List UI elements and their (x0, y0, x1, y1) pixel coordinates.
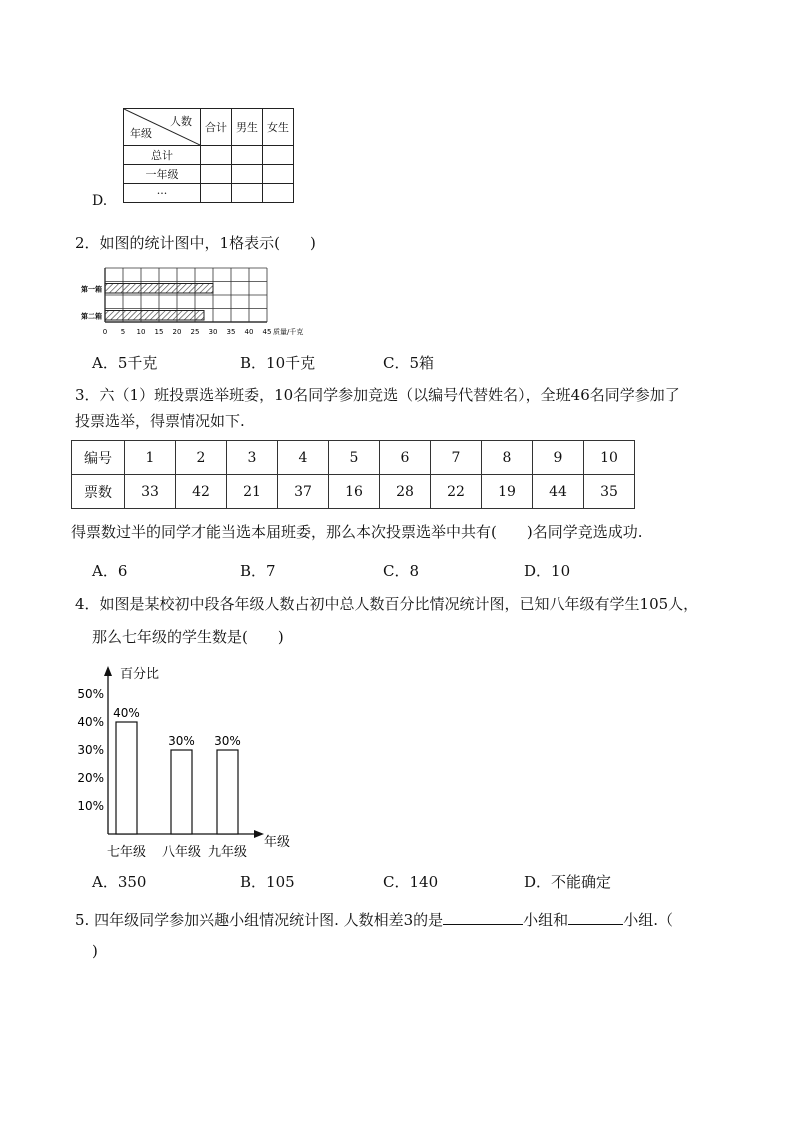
x-tick-label: 0 (102, 328, 108, 336)
header-girls: 女生 (263, 109, 294, 146)
q5-paren-close: ) (92, 942, 98, 960)
table-row (72, 475, 635, 509)
q2-option-a[interactable]: A．5千克 (92, 354, 158, 372)
row-label: 总计 (124, 146, 201, 165)
id-cell: 1 (125, 441, 176, 475)
bar-2 (171, 750, 192, 834)
id-cell: 5 (329, 441, 380, 475)
q3-option-a[interactable]: A．6 (92, 562, 128, 580)
x-tick-label: 25 (190, 328, 200, 336)
x-tick-label: 15 (154, 328, 164, 336)
x-tick-label: 10 (136, 328, 146, 336)
row-label: ··· (124, 184, 201, 203)
q3-question-line1: 3．六（1）班投票选举班委，10名同学参加竞选（以编号代替姓名），全班46名同学参加了 (75, 386, 680, 404)
category-label: 九年级 (207, 845, 248, 860)
x-axis-label: 年级 (264, 835, 291, 850)
id-cell: 4 (278, 441, 329, 475)
category-label: 第二箱 (81, 312, 102, 321)
id-cell: 3 (227, 441, 278, 475)
votes-cell: 22 (431, 475, 482, 509)
x-tick-label: 30 (208, 328, 218, 336)
q2-question: 2．如图的统计图中，1格表示( ) (75, 234, 316, 252)
q3-condition: 得票数过半的同学才能当选本届班委，那么本次投票选举中共有( )名同学竞选成功. (71, 523, 643, 541)
vote-table (71, 440, 635, 509)
q5-blank-1[interactable] (443, 910, 523, 925)
votes-cell: 21 (227, 475, 278, 509)
q2-horizontal-bar-chart (70, 264, 340, 344)
data-label: 30% (168, 734, 195, 748)
data-label: 40% (113, 706, 140, 720)
bar-box-2 (105, 311, 204, 321)
q3-option-d[interactable]: D．10 (524, 562, 571, 580)
x-tick-label: 45 (262, 328, 272, 336)
data-label: 30% (214, 734, 241, 748)
header-boys: 男生 (232, 109, 263, 146)
x-axis-label: 质量/千克 (273, 328, 304, 336)
diagonal-header-cell (124, 109, 201, 146)
q5-blank-2[interactable] (568, 910, 623, 925)
votes-cell: 16 (329, 475, 380, 509)
x-axis-arrow (254, 830, 264, 838)
diag-bottom-label: 年级 (130, 127, 152, 140)
bar-box-1 (105, 284, 213, 294)
votes-cell: 42 (176, 475, 227, 509)
y-tick-label: 30% (77, 743, 104, 757)
bar-1 (116, 722, 137, 834)
q5-text-b: 小组和 (523, 911, 569, 929)
q4-question-line1: 4．如图是某校初中段各年级人数占初中总人数百分比情况统计图，已知八年级有学生105人， (75, 595, 699, 613)
category-label: 七年级 (106, 845, 147, 860)
q4-question-line2: 那么七年级的学生数是( ) (92, 628, 284, 646)
header-total: 合计 (201, 109, 232, 146)
y-axis-label: 百分比 (120, 667, 160, 682)
y-tick-label: 10% (77, 799, 104, 813)
table-row (124, 146, 294, 165)
id-cell: 9 (533, 441, 584, 475)
table-row (124, 165, 294, 184)
category-label: 八年级 (161, 845, 202, 860)
q4-option-c[interactable]: C．140 (383, 873, 439, 891)
q2-option-b[interactable]: B．10千克 (240, 354, 316, 372)
q5-question (75, 909, 673, 930)
row-label: 一年级 (124, 165, 201, 184)
x-tick-label: 35 (226, 328, 236, 336)
votes-cell: 35 (584, 475, 635, 509)
q5-text-c: 小组.（ (623, 911, 673, 929)
id-cell: 10 (584, 441, 635, 475)
votes-cell: 33 (125, 475, 176, 509)
x-tick-label: 20 (172, 328, 182, 336)
y-tick-label: 20% (77, 771, 104, 785)
table-row (124, 184, 294, 203)
y-tick-label: 50% (77, 687, 104, 701)
id-cell: 8 (482, 441, 533, 475)
q4-bar-chart (70, 660, 330, 865)
id-cell: 6 (380, 441, 431, 475)
table-row (72, 441, 635, 475)
option-d-label: D. (92, 193, 108, 209)
x-tick-label: 40 (244, 328, 254, 336)
q5-text-a: 5. 四年级同学参加兴趣小组情况统计图. 人数相差3的是 (75, 911, 444, 929)
bar-3 (217, 750, 238, 834)
q4-option-b[interactable]: B．105 (240, 873, 295, 891)
q2-option-c[interactable]: C．5箱 (383, 354, 435, 372)
y-tick-label: 40% (77, 715, 104, 729)
row-label-votes: 票数 (72, 475, 125, 509)
q3-question-line2: 投票选举，得票情况如下. (75, 412, 245, 430)
votes-cell: 28 (380, 475, 431, 509)
grade-gender-table (123, 108, 294, 203)
id-cell: 7 (431, 441, 482, 475)
q3-option-b[interactable]: B．7 (240, 562, 276, 580)
row-label-id: 编号 (72, 441, 125, 475)
q3-option-c[interactable]: C．8 (383, 562, 420, 580)
category-label: 第一箱 (81, 285, 102, 294)
x-tick-label: 5 (120, 328, 126, 336)
votes-cell: 37 (278, 475, 329, 509)
q4-option-a[interactable]: A．350 (92, 873, 147, 891)
y-axis-arrow (104, 666, 112, 676)
id-cell: 2 (176, 441, 227, 475)
votes-cell: 19 (482, 475, 533, 509)
diag-top-label: 人数 (170, 115, 192, 128)
votes-cell: 44 (533, 475, 584, 509)
q4-option-d[interactable]: D．不能确定 (524, 873, 612, 891)
